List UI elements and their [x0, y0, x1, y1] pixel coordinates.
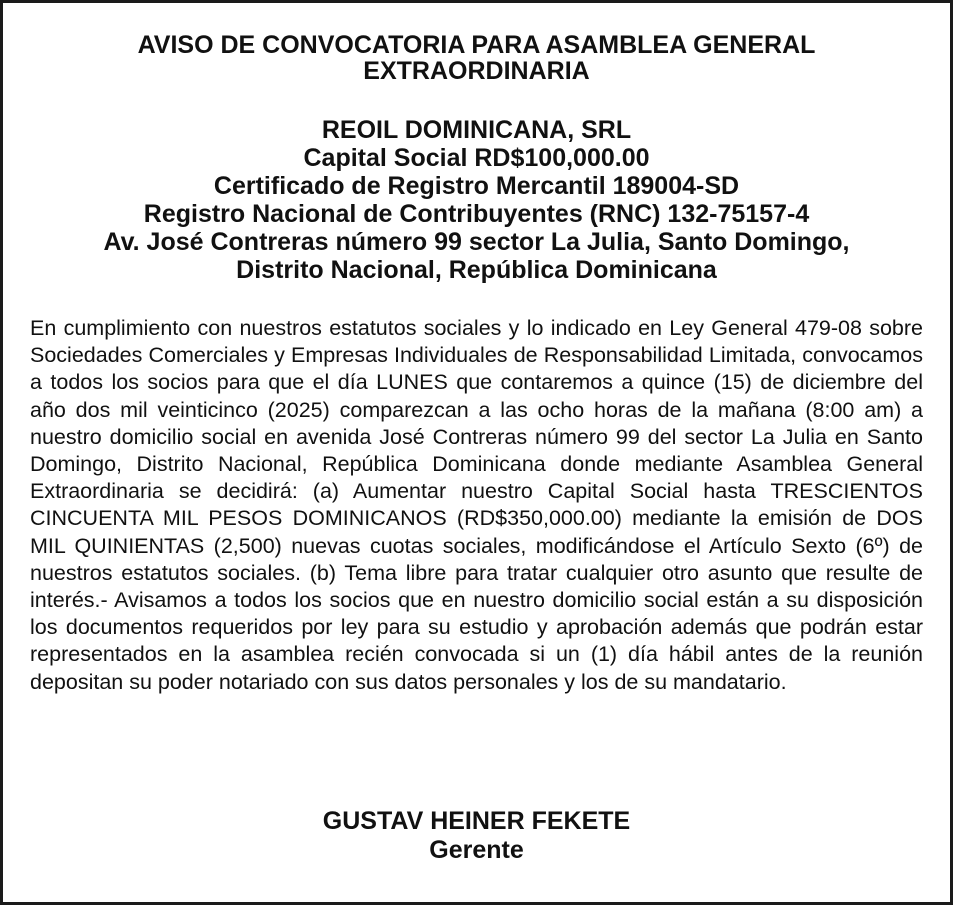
company-registry: Certificado de Registro Mercantil 189004-SD — [213, 172, 740, 200]
signer-role: Gerente — [429, 836, 524, 864]
notice-title-line-2: EXTRAORDINARIA — [363, 57, 590, 85]
signature-block — [23, 807, 930, 865]
signer-name: GUSTAV HEINER FEKETE — [322, 807, 631, 835]
company-rnc: Registro Nacional de Contribuyentes (RNC) 132-75157-4 — [143, 200, 810, 228]
company-name: REOIL DOMINICANA, SRL — [321, 116, 632, 144]
company-address-line-2: Distrito Nacional, República Dominicana — [236, 256, 717, 284]
company-address-line-1: Av. José Contreras número 99 sector La Julia, Santo Domingo, — [103, 228, 850, 256]
company-block — [23, 116, 930, 284]
company-capital: Capital Social RD$100,000.00 — [303, 144, 650, 172]
notice-title — [23, 32, 930, 84]
notice-title-line-1: AVISO DE CONVOCATORIA PARA ASAMBLEA GENERAL — [137, 31, 816, 59]
notice-body: En cumplimiento con nuestros estatutos sociales y lo indicado en Ley General 479-08 sobre Sociedades Comerciales y Empresas Individuales de Responsabilidad Limitada, convocamos a todos los socios para que el día LUNES que contaremos a quince (15) de diciembre del año dos mil veinticinco (2025) comparezcan a las ocho horas de la mañana (8:00 am) a nuestro domicilio social en avenida José Contreras número 99 del sector La Julia en Santo Domingo, Distrito Nacional, República Dominicana donde mediante Asamblea General Extraordinaria se decidirá: (a) Aumentar nuestro Capital Social hasta TRESCIENTOS CINCUENTA MIL PESOS DOMINICANOS (RD$350,000.00) mediante la emisión de DOS MIL QUINIENTAS (2,500) nuevas cuotas sociales, modificándose el Artículo Sexto (6º) de nuestros estatutos sociales. (b) Tema libre para tratar cualquier otro asunto que resulte de interés.- Avisamos a todos los socios que en nuestro domicilio social están a su disposición los documentos requeridos por ley para su estudio y aprobación además que podrán estar representados en la asamblea recién convocada si un (1) día hábil antes de la reunión depositan su poder notariado con sus datos personales y los de su mandatario. — [30, 316, 923, 694]
